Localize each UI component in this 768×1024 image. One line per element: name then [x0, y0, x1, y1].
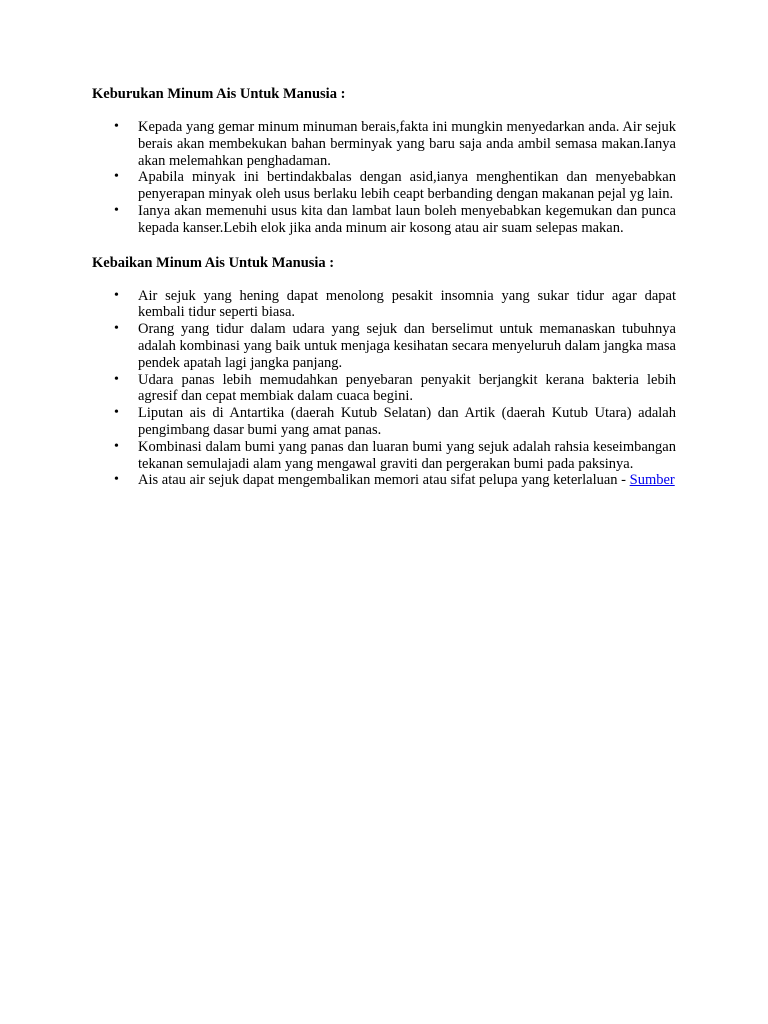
section-kebaikan: [92, 255, 676, 490]
section-title-kebaikan: Kebaikan Minum Ais Untuk Manusia :: [92, 254, 335, 271]
bullet-icon: •: [114, 321, 119, 337]
list-item: [92, 203, 676, 237]
list-item-text: Liputan ais di Antartika (daerah Kutub Selatan) dan Artik (daerah Kutub Utara) adalah pengimbang dasar bumi yang amat panas.: [138, 405, 676, 438]
document-page: [92, 86, 676, 507]
list-item-text: Kombinasi dalam bumi yang panas dan luaran bumi yang sejuk adalah rahsia keseimbangan tekanan semulajadi alam yang mengawal graviti dan pergerakan bumi pada paksinya.: [138, 438, 676, 472]
list-item-text: Udara panas lebih memudahkan penyebaran penyakit berjangkit kerana bakteria lebih agresif dan cepat membiak dalam cuaca begini.: [138, 371, 676, 405]
list-item-text: Apabila minyak ini bertindakbalas dengan asid,ianya menghentikan dan menyebabkan penyerapan minyak oleh usus berlaku lebih ceapt berbanding dengan makanan pejal yg lain.: [138, 169, 676, 203]
list-item: [92, 439, 676, 473]
list-keburukan: [92, 119, 676, 237]
list-item: [92, 372, 676, 406]
list-kebaikan: [92, 288, 676, 490]
bullet-icon: •: [114, 119, 119, 134]
list-item-text: Orang yang tidur dalam udara yang sejuk dan berselimut untuk memanaskan tubuhnya adalah kombinasi yang baik untuk menjaga kesihatan secara menyeluruh dalam jangka masa pendek apatah lagi jangka panjang.: [138, 321, 676, 371]
bullet-icon: •: [114, 169, 119, 185]
list-item: [92, 321, 676, 371]
bullet-icon: •: [114, 472, 119, 488]
section-keburukan: [92, 86, 676, 237]
list-item-text: Ais atau air sejuk dapat mengembalikan memori atau sifat pelupa yang keterlaluan -: [138, 472, 626, 489]
bullet-icon: •: [114, 202, 119, 218]
bullet-icon: •: [114, 438, 119, 454]
list-item: [92, 472, 676, 489]
source-link[interactable]: Sumber: [629, 472, 675, 489]
section-title-keburukan: Keburukan Minum Ais Untuk Manusia :: [92, 86, 346, 102]
list-item-text: Ianya akan memenuhi usus kita dan lambat laun boleh menyebabkan kegemukan dan punca kepada kanser.Lebih elok jika anda minum air kosong atau air suam selepas makan.: [138, 202, 676, 236]
list-item: [92, 169, 676, 203]
list-item: [92, 288, 676, 322]
bullet-icon: •: [114, 405, 119, 421]
list-item-text: Air sejuk yang hening dapat menolong pesakit insomnia yang sukar tidur agar dapat kembali tidur seperti biasa.: [138, 287, 676, 321]
bullet-icon: •: [114, 287, 119, 303]
list-item: [92, 405, 676, 439]
bullet-icon: •: [114, 371, 119, 387]
list-item: [92, 119, 676, 169]
list-item-text: Kepada yang gemar minum minuman berais,fakta ini mungkin menyedarkan anda. Air sejuk berais akan membekukan bahan berminyak yang baru saja anda ambil semasa makan.Ianya akan melemahkan penghadaman.: [138, 119, 676, 169]
